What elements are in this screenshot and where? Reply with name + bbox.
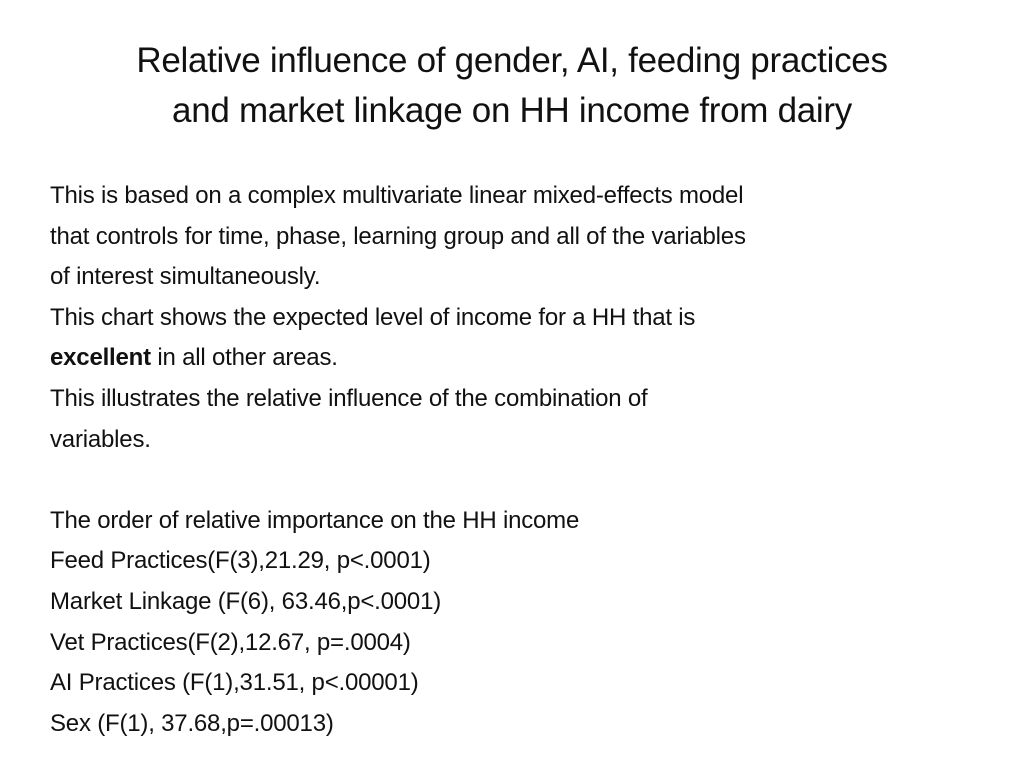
order-item: Vet Practices(F(2),12.67, p=.0004) (50, 628, 411, 656)
order-item: Market Linkage (F(6), 63.46,p<.0001) (50, 587, 442, 615)
paragraph-line: that controls for time, phase, learning group and all of the variables (50, 222, 746, 250)
paragraph-line: This is based on a complex multivariate linear mixed-effects model (50, 182, 744, 209)
order-heading: The order of relative importance on the HH income (50, 506, 580, 534)
title-line: and market linkage on HH income from dairy (172, 91, 852, 130)
paragraph-text: in all other areas. (150, 344, 338, 372)
order-item: AI Practices (F(1),31.51, p<.00001) (50, 669, 419, 697)
paragraph-line-emphasis (50, 338, 1000, 379)
slide-body (50, 176, 1000, 744)
paragraph-line: This illustrates the relative influence of the combination of (50, 384, 648, 412)
paragraph-line: variables. (50, 425, 151, 453)
order-item: Sex (F(1), 37.68,p=.00013) (50, 709, 334, 737)
emphasis-text: excellent (50, 344, 151, 372)
paragraph-line: This chart shows the expected level of income for a HH that is (50, 303, 696, 331)
slide-title (40, 36, 984, 136)
paragraph-line: of interest simultaneously. (50, 263, 321, 291)
title-line: Relative influence of gender, AI, feeding practices (136, 41, 888, 80)
spacer (50, 460, 1000, 501)
order-item: Feed Practices(F(3),21.29, p<.0001) (50, 547, 431, 575)
